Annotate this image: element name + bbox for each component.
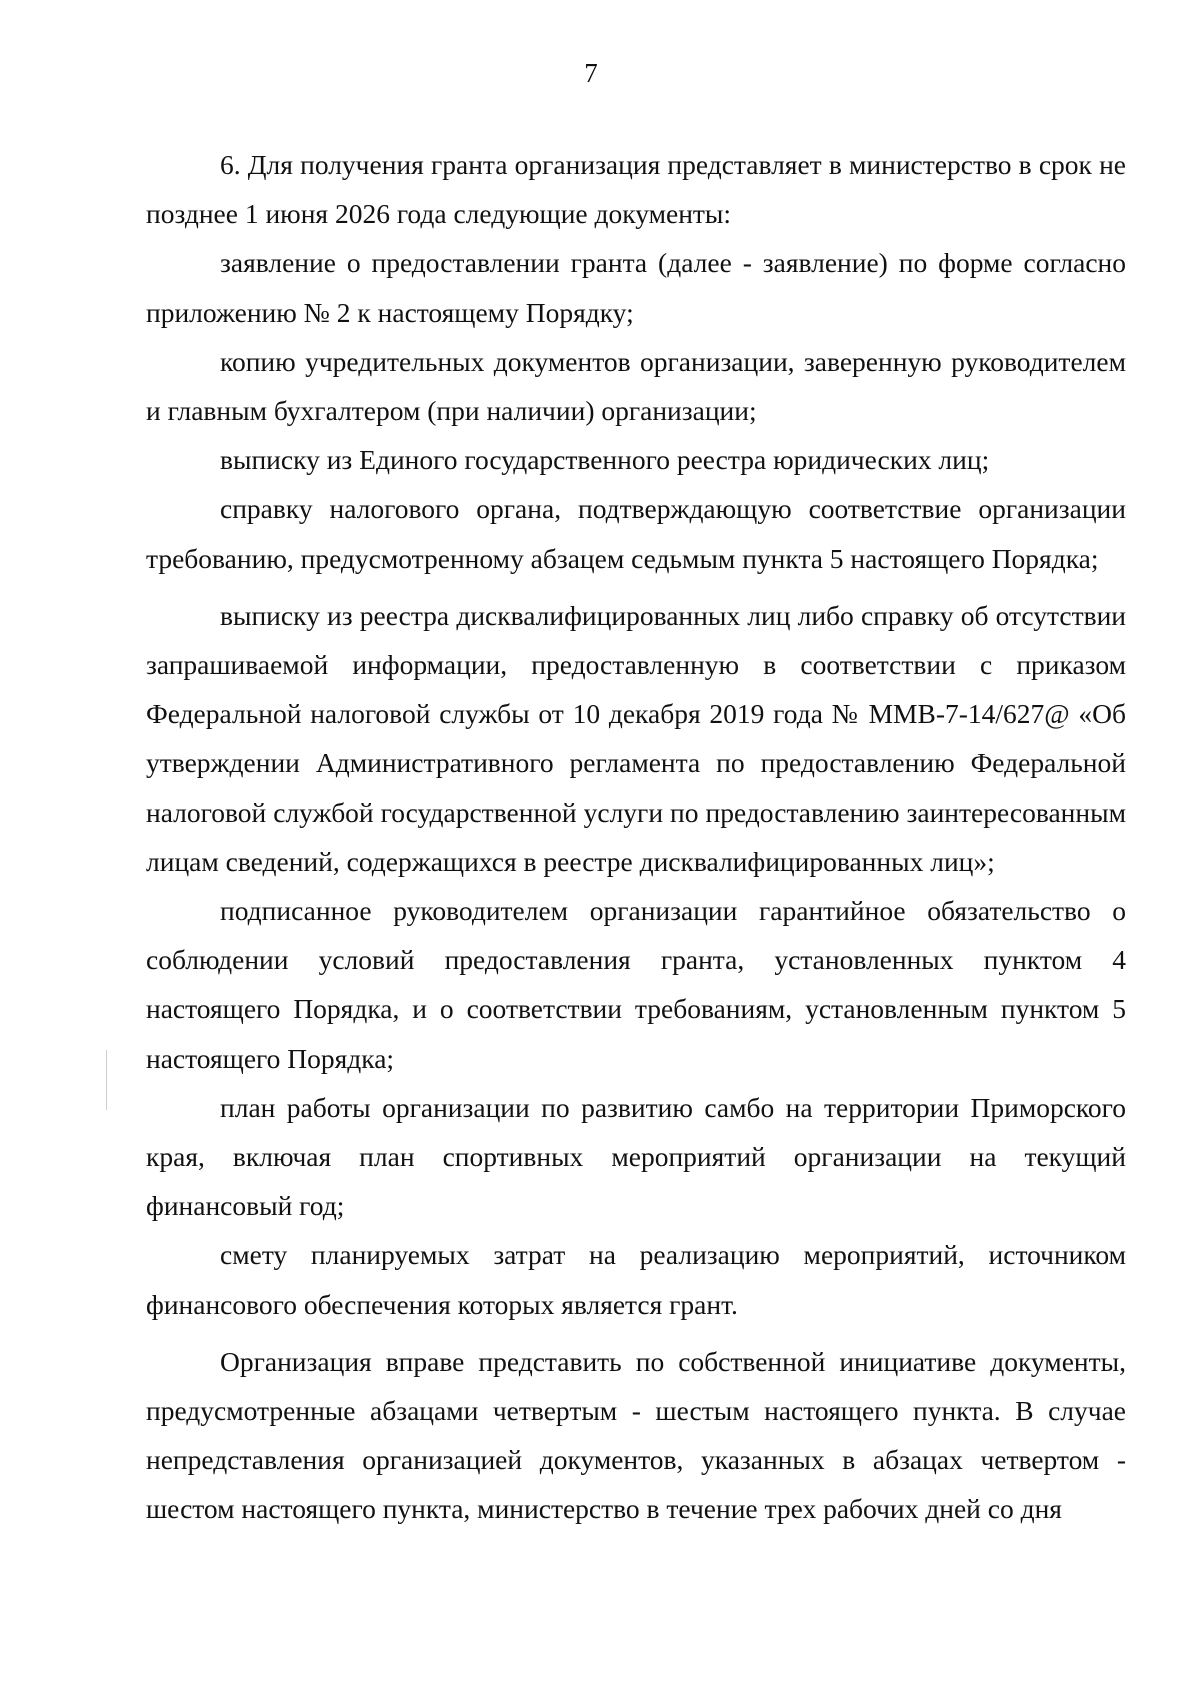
scan-artifact-line — [106, 1050, 107, 1110]
paragraph-disqualified-registry: выписку из реестра дисквалифицированных лиц либо справку об отсутствии запрашиваемой информации, предоставленную в соответствии с приказом Федеральной налоговой службы от 10 декабря 2019 года № ММВ-7-14/627@ «Об утверждении Административного регламента по предоставлению Федеральной налоговой службой государственной услуги по предоставлению заинтересованным лицам сведений, содержащихся в реестре дисквалифицированных лиц»; — [146, 599, 1126, 877]
paragraph-founding-documents: копию учредительных документов организации, заверенную руководителем и главным бухгалтером (при наличии) организации; — [146, 345, 1126, 427]
paragraph-own-initiative: Организация вправе представить по собственной инициативе документы, предусмотренные абзацами четвертым - шестым настоящего пункта. В случае непредставления организацией документов, указанных в абзацах четвертом - шестом настоящего пункта, министерство в течение трех рабочих дней со дня — [146, 1345, 1126, 1525]
document-body — [146, 140, 1126, 1534]
paragraph-documents-list-intro: 6. Для получения гранта организация представляет в министерство в срок не позднее 1 июня 2026 года следующие документы: — [146, 149, 1126, 230]
paragraph-tax-certificate: справку налогового органа, подтверждающую соответствие организации требованию, предусмотренному абзацем седьмым пункта 5 настоящего Порядка; — [146, 493, 1126, 574]
paragraph-work-plan: план работы организации по развитию самбо на территории Приморского края, включая план спортивных мероприятий организации на текущий финансовый год; — [146, 1091, 1126, 1222]
paragraph-cost-estimate: смету планируемых затрат на реализацию мероприятий, источником финансового обеспечения которых является грант. — [146, 1239, 1126, 1320]
paragraph-egrul-extract: выписку из Единого государственного реестра юридических лиц; — [220, 444, 990, 476]
paragraph-application: заявление о предоставлении гранта (далее - заявление) по форме согласно приложению № 2 к настоящему Порядку; — [146, 247, 1126, 328]
paragraph-guarantee-obligation: подписанное руководителем организации гарантийное обязательство о соблюдении условий предоставления гранта, установленных пунктом 4 настоящего Порядка, и о соответствии требованиям, установленным пунктом 5 настоящего Порядка; — [146, 895, 1126, 1074]
page-number: 7 — [584, 58, 598, 88]
